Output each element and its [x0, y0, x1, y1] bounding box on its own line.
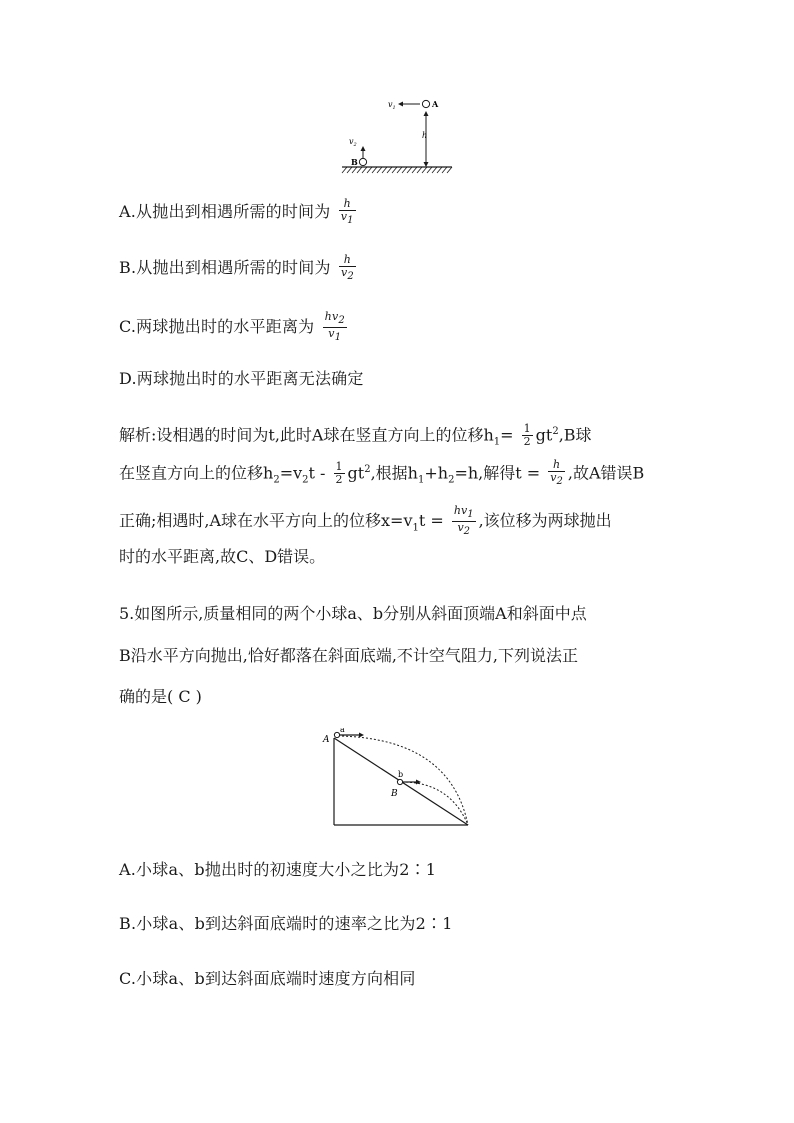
option-a-q4-text: A.从抛出到相遇所需的时间为: [119, 202, 331, 222]
fraction-h-over-v2: $\frac{h}{v_2}$: [340, 253, 354, 283]
option-a-q5: A.小球a、b抛出时的初速度大小之比为2∶1: [119, 860, 437, 879]
solution-line-2: 在竖直方向上的位移$h_2=v_2t$ - $\frac{1}{2}$ $gt^2$,根据$h_1+h_2=h$,解得t = $\frac{h}{v_2}$ ,故A错误B: [119, 458, 645, 488]
height-arrowhead-bottom: [424, 162, 429, 167]
label-a: A: [432, 99, 439, 109]
option-c-q4: [119, 311, 350, 344]
fraction-hv2-over-v1: $\frac{hv_2}{v_1}$: [324, 310, 345, 344]
option-d-q4: D.两球抛出时的水平距离无法确定: [119, 369, 364, 388]
label-small-a: a: [340, 728, 345, 734]
fraction-half: $\frac{1}{2}$: [523, 422, 531, 449]
ball-b: [359, 158, 366, 165]
option-a-q4: [119, 198, 359, 227]
ball-b: [397, 779, 402, 784]
velocity-a-arrowhead: [359, 733, 364, 738]
label-b: B: [351, 157, 358, 167]
fraction-h-over-v2-solution: $\frac{h}{v_2}$: [550, 458, 563, 488]
height-arrowhead-top: [424, 111, 429, 116]
label-point-b: B: [391, 789, 398, 799]
fraction-half-2: $\frac{1}{2}$: [335, 460, 343, 487]
label-h: h: [422, 131, 428, 140]
question-5-line-3: 确的是( C ): [119, 687, 202, 706]
solution-line-4: 时的水平距离,故C、D错误。: [119, 547, 326, 566]
solution-line-3: 正确;相遇时,A球在水平方向上的位移$x=v_1t$ = $\frac{hv_1}{v_2}$ ,该位移为两球抛出: [119, 504, 612, 538]
v1-arrowhead: [398, 102, 403, 107]
solution-line-1: 解析:设相遇的时间为t,此时A球在竖直方向上的位移$h_1=$ $\frac{1}{2}$ $gt^2,B$球: [119, 422, 592, 449]
label-v2: $v_2$: [349, 137, 357, 148]
fraction-hv1-over-v2: $\frac{hv_1}{v_2}$: [453, 504, 474, 538]
option-b-q4: [119, 254, 359, 283]
label-v1: $v_1$: [388, 100, 396, 111]
figure-incline-projectiles: [320, 728, 472, 828]
label-point-a: A: [323, 735, 330, 745]
option-b-q4-text: B.从抛出到相遇所需的时间为: [119, 258, 331, 278]
option-c-q4-text: C.两球抛出时的水平距离为: [119, 317, 315, 337]
v2-arrowhead: [361, 146, 366, 151]
ground-hatching: [342, 167, 452, 173]
option-b-q5: B.小球a、b到达斜面底端时的速率之比为2∶1: [119, 914, 453, 933]
option-c-q5: C.小球a、b到达斜面底端时速度方向相同: [119, 969, 416, 988]
question-5-line-2: B沿水平方向抛出,恰好都落在斜面底端,不计空气阻力,下列说法正: [119, 646, 579, 665]
ball-a: [334, 732, 339, 737]
fraction-h-over-v1: $\frac{h}{v_1}$: [340, 197, 354, 227]
question-5-line-1: 5.如图所示,质量相同的两个小球a、b分别从斜面顶端A和斜面中点: [119, 604, 587, 623]
ball-a: [422, 100, 429, 107]
figure-projectile-meeting: [338, 92, 458, 176]
label-small-b: b: [398, 770, 404, 779]
